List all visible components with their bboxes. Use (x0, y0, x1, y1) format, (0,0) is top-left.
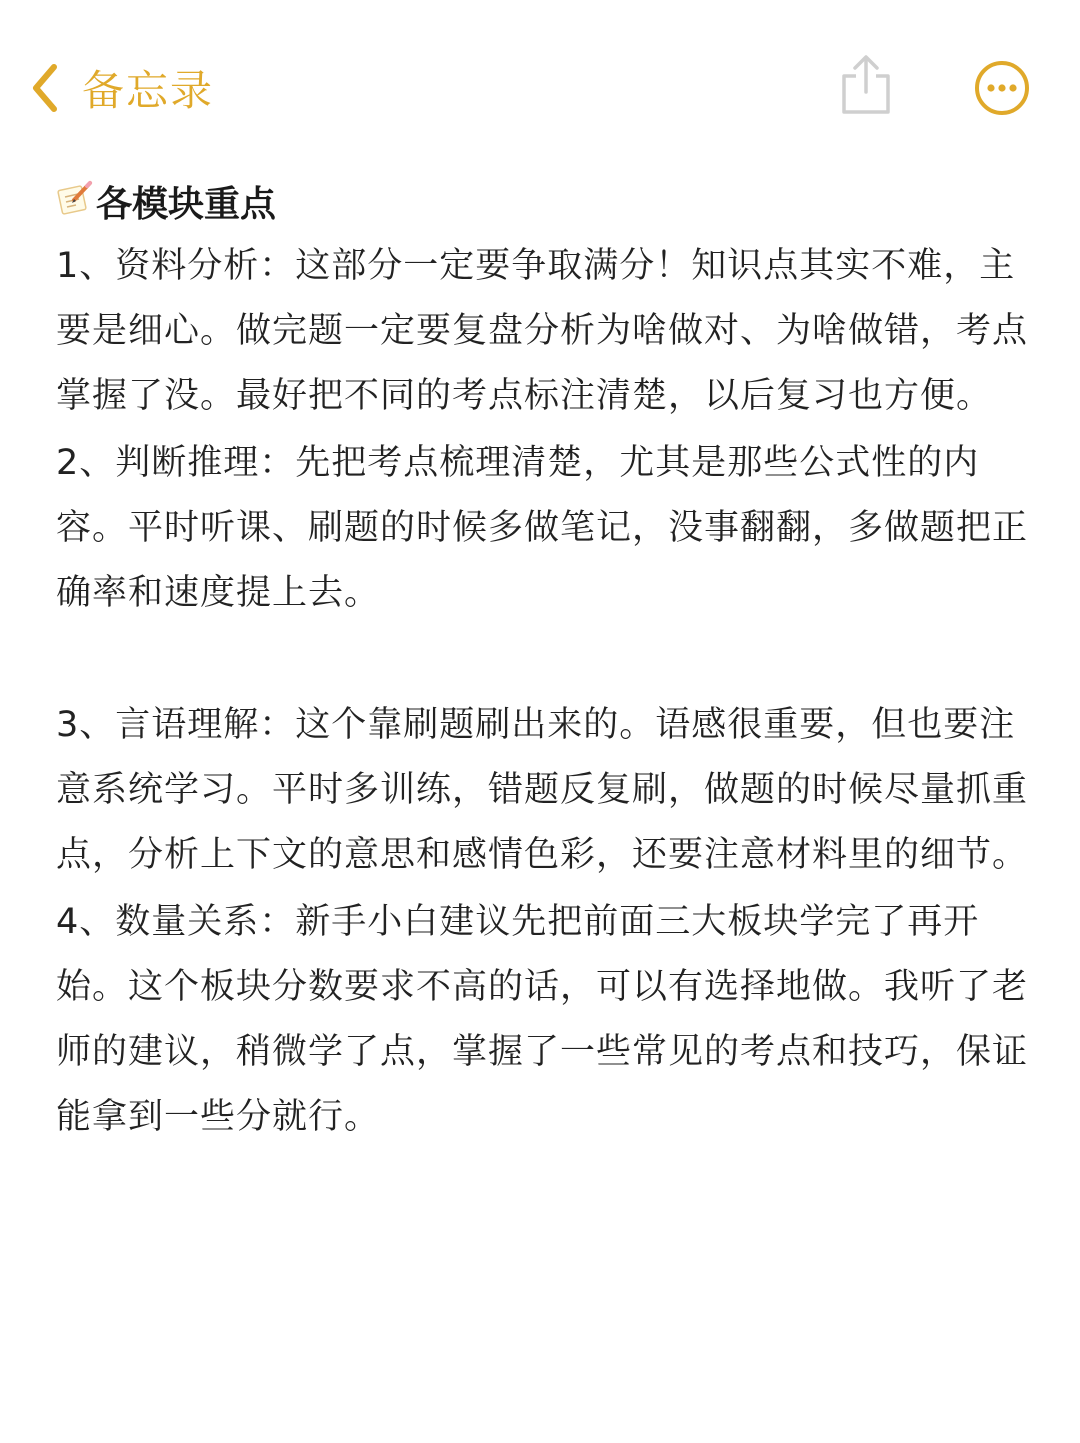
blank-line (56, 626, 1030, 691)
note-title: 各模块重点 (96, 183, 277, 225)
note-title-row (56, 170, 1030, 232)
more-circle-icon (974, 101, 1030, 120)
back-button[interactable] (30, 58, 214, 118)
navigation-bar (0, 0, 1080, 150)
back-label: 备忘录 (82, 66, 215, 115)
share-icon (838, 103, 894, 122)
memo-icon (56, 178, 94, 225)
paragraph-data-analysis: 1、资料分析：这部分一定要争取满分！知识点其实不难，主要是细心。做完题一定要复盘分析为啥做对、为啥做错，考点掌握了没。最好把不同的考点标注清楚，以后复习也方便。 (56, 246, 1029, 416)
paragraph-quantitative-relations: 4、数量关系：新手小白建议先把前面三大板块学完了再开始。这个板块分数要求不高的话，可以有选择地做。我听了老师的建议，稍微学了点，掌握了一些常见的考点和技巧，保证能拿到一些分就行。 (56, 902, 1029, 1137)
share-button[interactable] (838, 52, 894, 118)
note-body[interactable] (56, 170, 1030, 1150)
chevron-left-icon (30, 63, 60, 113)
paragraph-judgment-reasoning: 2、判断推理：先把考点梳理清楚，尤其是那些公式性的内容。平时听课、刷题的时候多做笔记，没事翻翻，多做题把正确率和速度提上去。 (56, 443, 1029, 613)
more-button[interactable] (974, 60, 1030, 116)
paragraph-verbal-comprehension: 3、言语理解：这个靠刷题刷出来的。语感很重要，但也要注意系统学习。平时多训练，错题反复刷，做题的时候尽量抓重点，分析上下文的意思和感情色彩，还要注意材料里的细节。 (56, 705, 1029, 875)
